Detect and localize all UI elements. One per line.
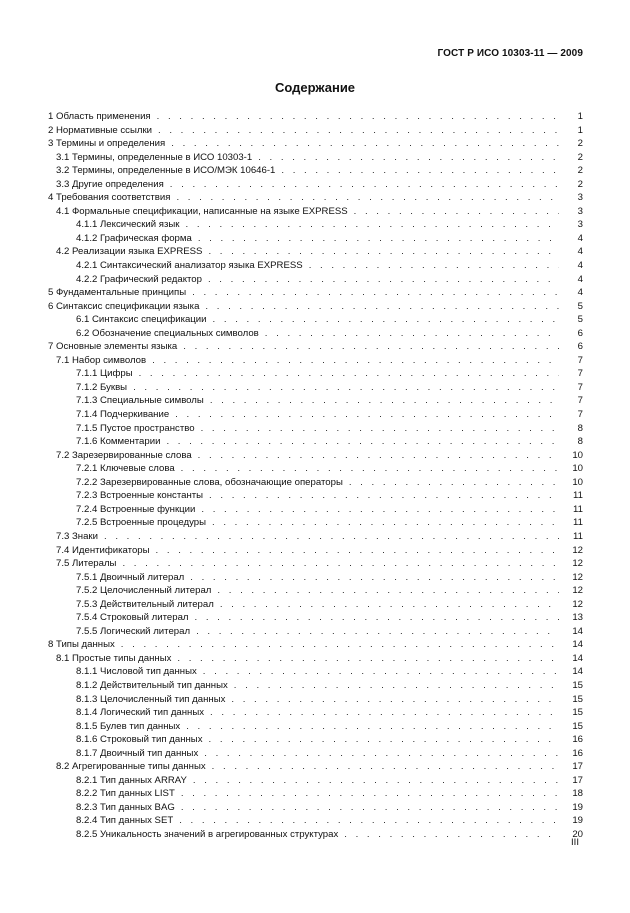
toc-entry <box>48 665 583 679</box>
toc-leader-dots <box>179 814 559 828</box>
toc-entry-title: 7.1 Набор символов <box>56 354 147 366</box>
toc-entry-page: 11 <box>573 530 583 542</box>
toc-entry-title: 8.1.3 Целочисленный тип данных <box>76 693 226 705</box>
toc-entry-title: 8.1.1 Числовой тип данных <box>76 666 197 678</box>
toc-leader-dots <box>198 232 559 246</box>
toc-leader-dots <box>181 787 559 801</box>
toc-leader-dots <box>204 747 559 761</box>
toc-entry <box>48 544 583 558</box>
toc-entry-page: 17 <box>572 761 583 773</box>
toc-leader-dots <box>201 503 559 517</box>
toc-entry <box>48 801 583 815</box>
toc-entry-page: 8 <box>577 422 583 434</box>
toc-leader-dots <box>208 273 559 287</box>
toc-entry-title: 8.1.6 Строковый тип данных <box>76 734 203 746</box>
toc-entry-page: 3 <box>577 205 583 217</box>
toc-entry-page: 6 <box>577 341 583 353</box>
toc-entry <box>48 733 583 747</box>
toc-entry-title: 8.1 Простые типы данных <box>56 652 172 664</box>
toc-leader-dots <box>349 476 559 490</box>
toc-entry-page: 2 <box>577 138 583 150</box>
toc-entry-page: 15 <box>572 720 583 732</box>
toc-entry <box>48 530 583 544</box>
toc-leader-dots <box>170 178 559 192</box>
toc-entry <box>48 151 583 165</box>
toc-entry-page: 12 <box>572 544 583 556</box>
toc-leader-dots <box>171 137 559 151</box>
toc-entry-title: 7.5.3 Действительный литерал <box>76 598 214 610</box>
toc-entry-title: 8.2.4 Тип данных SET <box>76 815 174 827</box>
toc-entry-title: 4 Требования соответствия <box>48 192 171 204</box>
toc-leader-dots <box>208 245 559 259</box>
toc-entry-title: 8.1.4 Логический тип данных <box>76 707 205 719</box>
toc-entry <box>48 814 583 828</box>
toc-entry-title: 7 Основные элементы языка <box>48 341 178 353</box>
toc-leader-dots <box>157 110 559 124</box>
toc-entry-title: 7.1.3 Специальные символы <box>76 395 204 407</box>
toc-entry-page: 15 <box>572 707 583 719</box>
toc-leader-dots <box>201 422 559 436</box>
toc-leader-dots <box>203 665 559 679</box>
toc-entry-title: 3 Термины и определения <box>48 138 166 150</box>
toc-entry-page: 4 <box>577 232 583 244</box>
toc-entry <box>48 205 583 219</box>
toc-leader-dots <box>158 124 559 138</box>
toc-entry <box>48 408 583 422</box>
toc-entry-page: 11 <box>573 490 583 502</box>
toc-entry <box>48 137 583 151</box>
toc-leader-dots <box>121 638 559 652</box>
toc-entry-page: 7 <box>577 409 583 421</box>
toc-leader-dots <box>190 571 559 585</box>
toc-entry-title: 7.5.1 Двоичный литерал <box>76 571 185 583</box>
toc-entry <box>48 218 583 232</box>
toc-leader-dots <box>209 733 560 747</box>
toc-leader-dots <box>220 598 559 612</box>
toc-entry-title: 6.2 Обозначение специальных символов <box>76 327 259 339</box>
toc-entry-page: 13 <box>572 612 583 624</box>
toc-entry-page: 14 <box>572 666 583 678</box>
toc-entry-page: 3 <box>577 219 583 231</box>
toc-entry-title: 7.5.5 Логический литерал <box>76 625 191 637</box>
toc-entry <box>48 489 583 503</box>
toc-entry-page: 18 <box>572 788 583 800</box>
toc-entry-page: 2 <box>577 165 583 177</box>
toc-entry-title: 3.1 Термины, определенные в ИСО 10303-1 <box>56 151 253 163</box>
toc-entry-page: 7 <box>577 381 583 393</box>
toc-entry-page: 11 <box>573 517 583 529</box>
toc-entry-page: 10 <box>572 463 583 475</box>
toc-entry-page: 14 <box>572 639 583 651</box>
toc-leader-dots <box>212 760 559 774</box>
toc-entry-page: 8 <box>577 436 583 448</box>
toc-leader-dots <box>195 611 559 625</box>
toc-leader-dots <box>205 300 559 314</box>
toc-entry <box>48 273 583 287</box>
toc-entry-title: 3.3 Другие определения <box>56 178 164 190</box>
toc-entry-title: 4.1 Формальные спецификации, написанные на языке EXPRESS <box>56 205 348 217</box>
toc-leader-dots <box>196 625 559 639</box>
toc-entry-page: 6 <box>577 327 583 339</box>
toc-entry-page: 17 <box>572 774 583 786</box>
toc-leader-dots <box>192 286 559 300</box>
toc-entry-page: 3 <box>577 192 583 204</box>
toc-entry-title: 7.4 Идентификаторы <box>56 544 150 556</box>
toc-entry <box>48 652 583 666</box>
toc-entry-page: 5 <box>577 300 583 312</box>
toc-entry-page: 10 <box>572 476 583 488</box>
toc-entry-page: 12 <box>572 571 583 583</box>
toc-entry <box>48 828 583 842</box>
toc-leader-dots <box>210 394 559 408</box>
toc-leader-dots <box>181 801 559 815</box>
toc-entry-title: 8.1.2 Действительный тип данных <box>76 679 228 691</box>
toc-entry <box>48 706 583 720</box>
toc-leader-dots <box>258 151 559 165</box>
toc-leader-dots <box>183 340 559 354</box>
toc-entry-page: 5 <box>577 314 583 326</box>
toc-entry-page: 7 <box>577 395 583 407</box>
toc-entry <box>48 625 583 639</box>
toc-entry-title: 7.1.5 Пустое пространство <box>76 422 195 434</box>
toc-leader-dots <box>265 327 559 341</box>
toc-entry-page: 15 <box>572 693 583 705</box>
toc-entry-title: 6.1 Синтаксис спецификации <box>76 314 207 326</box>
toc-leader-dots <box>217 584 559 598</box>
toc-leader-dots <box>104 530 559 544</box>
toc-entry-title: 7.3 Знаки <box>56 530 98 542</box>
table-of-contents <box>48 110 583 842</box>
toc-entry-title: 8 Типы данных <box>48 639 115 651</box>
toc-entry-title: 8.2 Агрегированные типы данных <box>56 761 206 773</box>
toc-entry-page: 7 <box>577 354 583 366</box>
toc-entry-title: 5 Фундаментальные принципы <box>48 287 187 299</box>
toc-entry-page: 16 <box>572 747 583 759</box>
toc-entry-title: 4.1.2 Графическая форма <box>76 232 192 244</box>
toc-leader-dots <box>175 408 559 422</box>
toc-entry <box>48 584 583 598</box>
toc-entry-page: 2 <box>577 178 583 190</box>
toc-leader-dots <box>231 693 559 707</box>
toc-leader-dots <box>122 557 559 571</box>
toc-entry-title: 7.5.2 Целочисленный литерал <box>76 585 212 597</box>
toc-entry-page: 16 <box>572 734 583 746</box>
toc-entry-page: 19 <box>572 801 583 813</box>
toc-entry-page: 14 <box>572 625 583 637</box>
toc-entry <box>48 435 583 449</box>
toc-entry <box>48 164 583 178</box>
toc-entry <box>48 503 583 517</box>
toc-leader-dots <box>181 462 559 476</box>
toc-entry <box>48 178 583 192</box>
toc-entry <box>48 300 583 314</box>
toc-entry-title: 7.5 Литералы <box>56 558 117 570</box>
toc-entry-page: 4 <box>577 260 583 272</box>
toc-entry-page: 2 <box>577 151 583 163</box>
toc-entry-title: 8.2.3 Тип данных BAG <box>76 801 175 813</box>
toc-entry-page: 12 <box>572 585 583 597</box>
toc-entry-title: 4.2 Реализации языка EXPRESS <box>56 246 203 258</box>
toc-entry-title: 7.1.4 Подчеркивание <box>76 409 170 421</box>
toc-entry <box>48 787 583 801</box>
toc-entry-page: 4 <box>577 246 583 258</box>
toc-entry-page: 15 <box>572 679 583 691</box>
toc-entry <box>48 354 583 368</box>
toc-leader-dots <box>193 774 559 788</box>
toc-entry <box>48 516 583 530</box>
toc-entry <box>48 557 583 571</box>
toc-leader-dots <box>198 449 559 463</box>
toc-entry-title: 4.2.1 Синтаксический анализатор языка EXPRESS <box>76 260 303 272</box>
toc-leader-dots <box>344 828 559 842</box>
toc-leader-dots <box>210 706 559 720</box>
toc-entry-title: 7.5.4 Строковый литерал <box>76 612 189 624</box>
toc-entry-title: 8.2.2 Тип данных LIST <box>76 788 175 800</box>
toc-leader-dots <box>152 354 559 368</box>
toc-entry <box>48 638 583 652</box>
toc-leader-dots <box>281 164 559 178</box>
toc-entry-title: 8.1.5 Булев тип данных <box>76 720 181 732</box>
toc-entry-title: 7.2.4 Встроенные функции <box>76 503 196 515</box>
toc-entry-title: 2 Нормативные ссылки <box>48 124 153 136</box>
toc-leader-dots <box>309 259 559 273</box>
toc-entry <box>48 340 583 354</box>
toc-entry-page: 19 <box>572 815 583 827</box>
page-number: III <box>571 837 579 848</box>
toc-entry-title: 4.1.1 Лексический язык <box>76 219 180 231</box>
toc-entry <box>48 367 583 381</box>
toc-entry-page: 11 <box>573 503 583 515</box>
toc-entry <box>48 760 583 774</box>
toc-leader-dots <box>176 191 559 205</box>
toc-entry-title: 8.1.7 Двоичный тип данных <box>76 747 199 759</box>
toc-entry <box>48 259 583 273</box>
toc-entry <box>48 422 583 436</box>
toc-entry-title: 6 Синтаксис спецификации языка <box>48 300 200 312</box>
toc-entry <box>48 598 583 612</box>
toc-entry <box>48 476 583 490</box>
toc-leader-dots <box>209 489 559 503</box>
toc-entry-page: 20 <box>572 828 583 840</box>
toc-entry-page: 7 <box>577 368 583 380</box>
toc-leader-dots <box>139 367 559 381</box>
toc-entry <box>48 245 583 259</box>
toc-entry-title: 7.2 Зарезервированные слова <box>56 449 192 461</box>
toc-entry <box>48 191 583 205</box>
toc-entry-page: 4 <box>577 287 583 299</box>
toc-entry-title: 8.2.1 Тип данных ARRAY <box>76 774 187 786</box>
toc-entry-title: 7.1.2 Буквы <box>76 381 128 393</box>
toc-entry <box>48 124 583 138</box>
toc-entry <box>48 394 583 408</box>
toc-entry <box>48 232 583 246</box>
toc-entry-title: 7.2.1 Ключевые слова <box>76 463 175 475</box>
toc-entry <box>48 747 583 761</box>
toc-entry <box>48 110 583 124</box>
toc-entry <box>48 381 583 395</box>
toc-leader-dots <box>234 679 559 693</box>
toc-entry <box>48 327 583 341</box>
toc-entry <box>48 679 583 693</box>
toc-entry-page: 1 <box>577 124 583 136</box>
toc-entry <box>48 774 583 788</box>
toc-entry <box>48 462 583 476</box>
toc-leader-dots <box>177 652 559 666</box>
toc-entry-page: 12 <box>572 598 583 610</box>
toc-entry-page: 1 <box>577 111 583 122</box>
toc-leader-dots <box>133 381 559 395</box>
toc-entry <box>48 449 583 463</box>
toc-leader-dots <box>354 205 559 219</box>
toc-entry <box>48 286 583 300</box>
toc-entry-title: 3.2 Термины, определенные в ИСО/МЭК 10646-1 <box>56 165 276 177</box>
toc-entry-page: 4 <box>577 273 583 285</box>
toc-entry-page: 12 <box>572 558 583 570</box>
toc-entry <box>48 611 583 625</box>
toc-entry <box>48 693 583 707</box>
document-id: ГОСТ Р ИСО 10303-11 — 2009 <box>437 48 583 59</box>
toc-leader-dots <box>186 720 559 734</box>
toc-entry-page: 10 <box>572 449 583 461</box>
toc-leader-dots <box>213 313 559 327</box>
toc-entry-title: 7.2.3 Встроенные константы <box>76 490 204 502</box>
toc-entry-title: 7.1.6 Комментарии <box>76 436 161 448</box>
toc-entry-page: 14 <box>572 652 583 664</box>
toc-entry-title: 7.1.1 Цифры <box>76 368 133 380</box>
toc-entry <box>48 571 583 585</box>
page-title: Содержание <box>274 80 356 95</box>
toc-entry-title: 4.2.2 Графический редактор <box>76 273 202 285</box>
toc-entry-title: 1 Область применения <box>48 111 151 122</box>
toc-entry-title: 7.2.2 Зарезервированные слова, обозначающие операторы <box>76 476 343 488</box>
toc-entry <box>48 313 583 327</box>
toc-entry-title: 8.2.5 Уникальность значений в агрегированных структурах <box>76 828 339 840</box>
toc-leader-dots <box>186 218 560 232</box>
toc-entry <box>48 720 583 734</box>
toc-leader-dots <box>166 435 559 449</box>
toc-entry-title: 7.2.5 Встроенные процедуры <box>76 517 206 529</box>
toc-leader-dots <box>156 544 559 558</box>
toc-leader-dots <box>212 516 559 530</box>
